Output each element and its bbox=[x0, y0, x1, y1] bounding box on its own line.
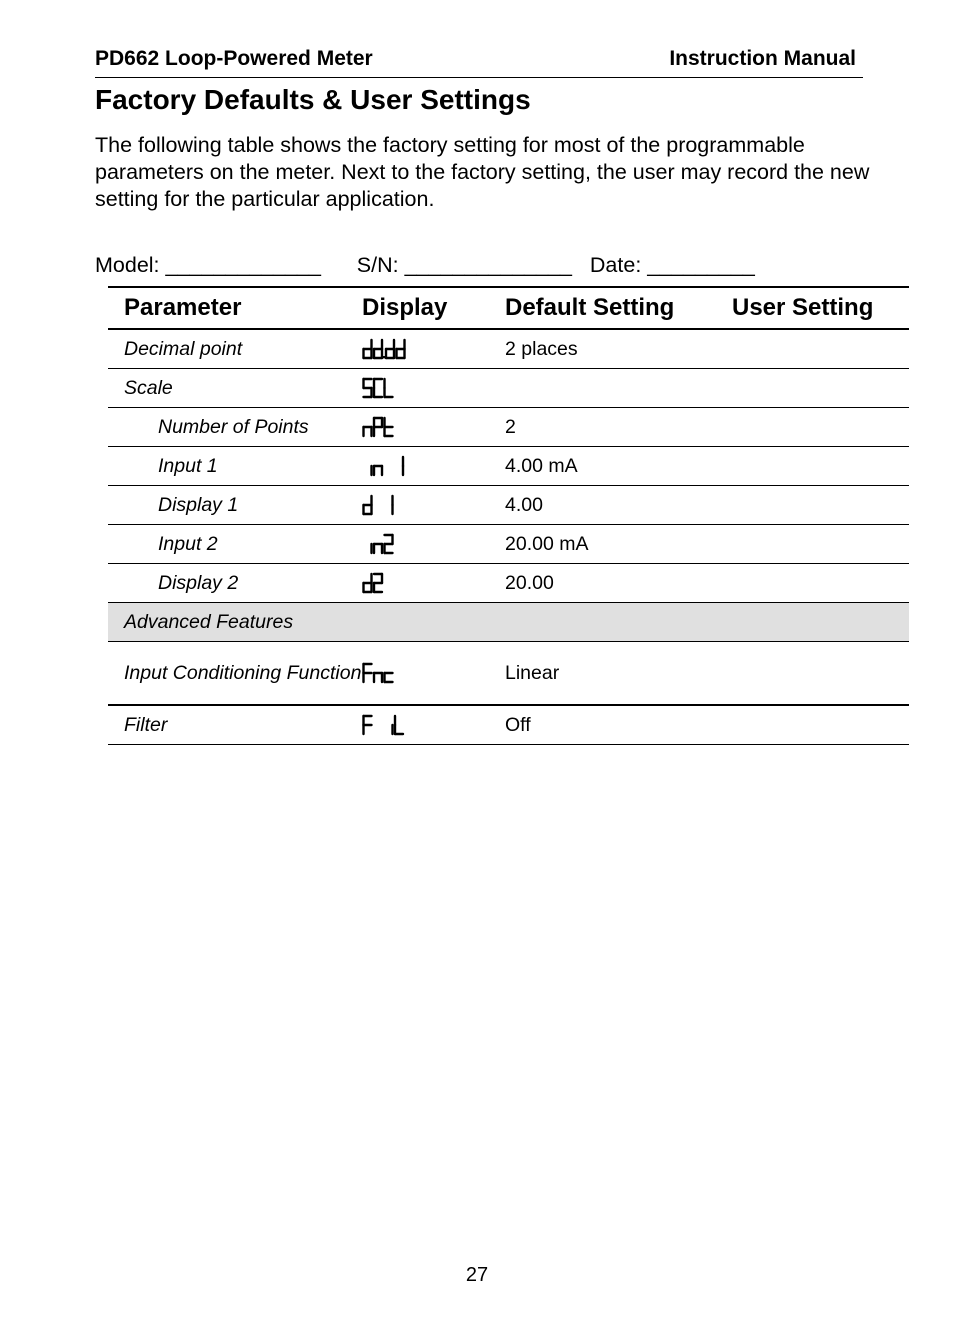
lcd-text bbox=[362, 415, 432, 439]
lcd-text bbox=[362, 376, 432, 400]
lcd-text bbox=[362, 454, 432, 478]
default-value bbox=[505, 603, 732, 642]
table-section-row bbox=[108, 603, 909, 642]
page-header bbox=[95, 47, 863, 78]
param-name: Filter bbox=[108, 705, 362, 745]
user-value bbox=[732, 642, 909, 706]
default-value: 20.00 bbox=[505, 564, 732, 603]
table-row bbox=[108, 486, 909, 525]
user-value bbox=[732, 369, 909, 408]
lcd-text bbox=[362, 493, 432, 517]
param-name: Decimal point bbox=[108, 329, 362, 369]
default-value: Off bbox=[505, 705, 732, 745]
header-product: PD662 Loop-Powered Meter bbox=[95, 47, 373, 70]
lcd-text bbox=[362, 661, 432, 685]
user-value bbox=[732, 603, 909, 642]
user-value bbox=[732, 486, 909, 525]
lcd-display-code bbox=[362, 486, 505, 525]
param-name: Input 2 bbox=[108, 525, 362, 564]
col-display: Display bbox=[362, 287, 505, 329]
model-sn-date-line: Model: _____________ S/N: ______________ Date: _________ bbox=[95, 253, 755, 277]
user-value bbox=[732, 564, 909, 603]
default-value: 20.00 mA bbox=[505, 525, 732, 564]
lcd-display-code bbox=[362, 369, 505, 408]
table-row bbox=[108, 369, 909, 408]
lcd-display-code bbox=[362, 705, 505, 745]
table-row bbox=[108, 564, 909, 603]
col-user: User Setting bbox=[732, 287, 909, 329]
table-row bbox=[108, 447, 909, 486]
intro-paragraph: The following table shows the factory setting for most of the programmable parameters on the meter. Next to the factory setting, the user may record the new setting for the particular application. bbox=[95, 133, 870, 211]
section-title: Factory Defaults & User Settings bbox=[95, 84, 531, 115]
lcd-display-code bbox=[362, 642, 505, 706]
lcd-display-code bbox=[362, 603, 505, 642]
default-value bbox=[505, 369, 732, 408]
table-row bbox=[108, 642, 909, 706]
lcd-display-code bbox=[362, 525, 505, 564]
user-value bbox=[732, 525, 909, 564]
param-name: Number of Points bbox=[108, 408, 362, 447]
default-value: 4.00 bbox=[505, 486, 732, 525]
lcd-display-code bbox=[362, 329, 505, 369]
table-row bbox=[108, 329, 909, 369]
lcd-display-code bbox=[362, 408, 505, 447]
default-value: 4.00 mA bbox=[505, 447, 732, 486]
param-name: Input Conditioning Function bbox=[108, 642, 362, 706]
param-name: Display 1 bbox=[108, 486, 362, 525]
default-value: 2 bbox=[505, 408, 732, 447]
lcd-text bbox=[362, 337, 432, 361]
lcd-text bbox=[362, 571, 432, 595]
table-row bbox=[108, 408, 909, 447]
lcd-display-code bbox=[362, 447, 505, 486]
lcd-text bbox=[362, 713, 432, 737]
header-manual: Instruction Manual bbox=[669, 47, 856, 70]
param-name: Input 1 bbox=[108, 447, 362, 486]
section-label: Advanced Features bbox=[108, 603, 362, 642]
param-name: Display 2 bbox=[108, 564, 362, 603]
user-value bbox=[732, 447, 909, 486]
param-name: Scale bbox=[108, 369, 362, 408]
lcd-display-code bbox=[362, 564, 505, 603]
user-value bbox=[732, 329, 909, 369]
table-row bbox=[108, 705, 909, 745]
table-row bbox=[108, 525, 909, 564]
lcd-text bbox=[362, 532, 432, 556]
table-header-row bbox=[108, 287, 909, 329]
user-value bbox=[732, 705, 909, 745]
user-value bbox=[732, 408, 909, 447]
page-number: 27 bbox=[465, 1264, 489, 1286]
default-value: 2 places bbox=[505, 329, 732, 369]
factory-defaults-table bbox=[108, 286, 909, 745]
col-default: Default Setting bbox=[505, 287, 732, 329]
default-value: Linear bbox=[505, 642, 732, 706]
col-parameter: Parameter bbox=[108, 287, 362, 329]
